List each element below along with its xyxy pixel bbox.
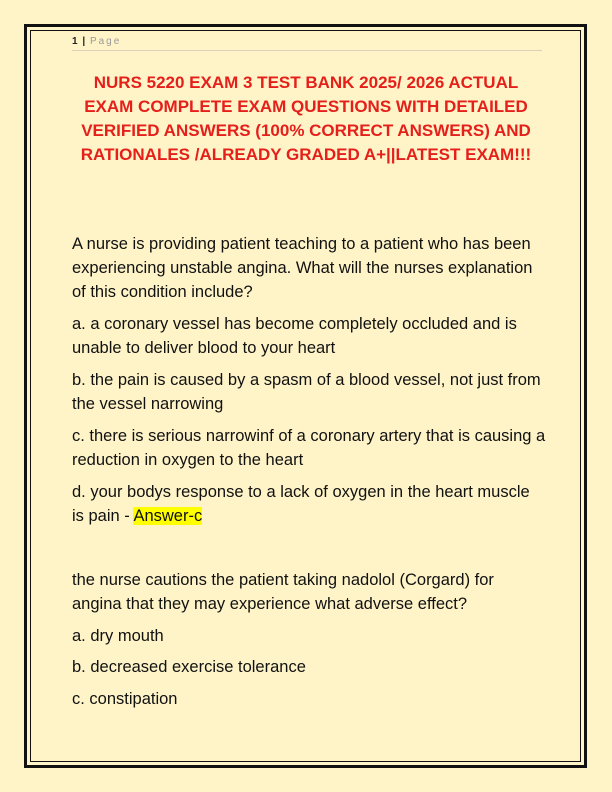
question-1-stem: A nurse is providing patient teaching to a patient who has been experiencing unstable angina. What will the nurses explanation of this condition include? bbox=[72, 235, 533, 301]
question-1-option-d bbox=[72, 480, 546, 528]
page-word: Page bbox=[89, 36, 122, 47]
question-1-answer: Answer-c bbox=[133, 507, 203, 525]
question-2-option-b: b. decreased exercise tolerance bbox=[72, 658, 306, 676]
question-2-option-a: a. dry mouth bbox=[72, 627, 164, 645]
question-1-option-c: c. there is serious narrowinf of a coronary artery that is causing a reduction in oxygen to the heart bbox=[72, 427, 546, 469]
page-separator: | bbox=[82, 36, 86, 47]
question-1-option-a: a. a coronary vessel has become completely occluded and is unable to deliver blood to your heart bbox=[72, 315, 517, 357]
question-2-stem: the nurse cautions the patient taking nadolol (Corgard) for angina that they may experience what adverse effect? bbox=[72, 571, 494, 613]
page-header bbox=[72, 36, 542, 51]
question-1-option-b: b. the pain is caused by a spasm of a blood vessel, not just from the vessel narrowing bbox=[72, 371, 541, 413]
page-number: 1 bbox=[72, 36, 78, 47]
question-2-option-c: c. constipation bbox=[72, 690, 178, 708]
question-1-option-d-text: d. your bodys response to a lack of oxygen in the heart muscle is pain - bbox=[72, 483, 530, 525]
document-title: NURS 5220 EXAM 3 TEST BANK 2025/ 2026 ACTUAL EXAM COMPLETE EXAM QUESTIONS WITH DETAILED VERIFIED ANSWERS (100% CORRECT ANSWERS) AND RATIONALES /ALREADY GRADED A+||LATEST EXAM!!! bbox=[80, 73, 532, 164]
